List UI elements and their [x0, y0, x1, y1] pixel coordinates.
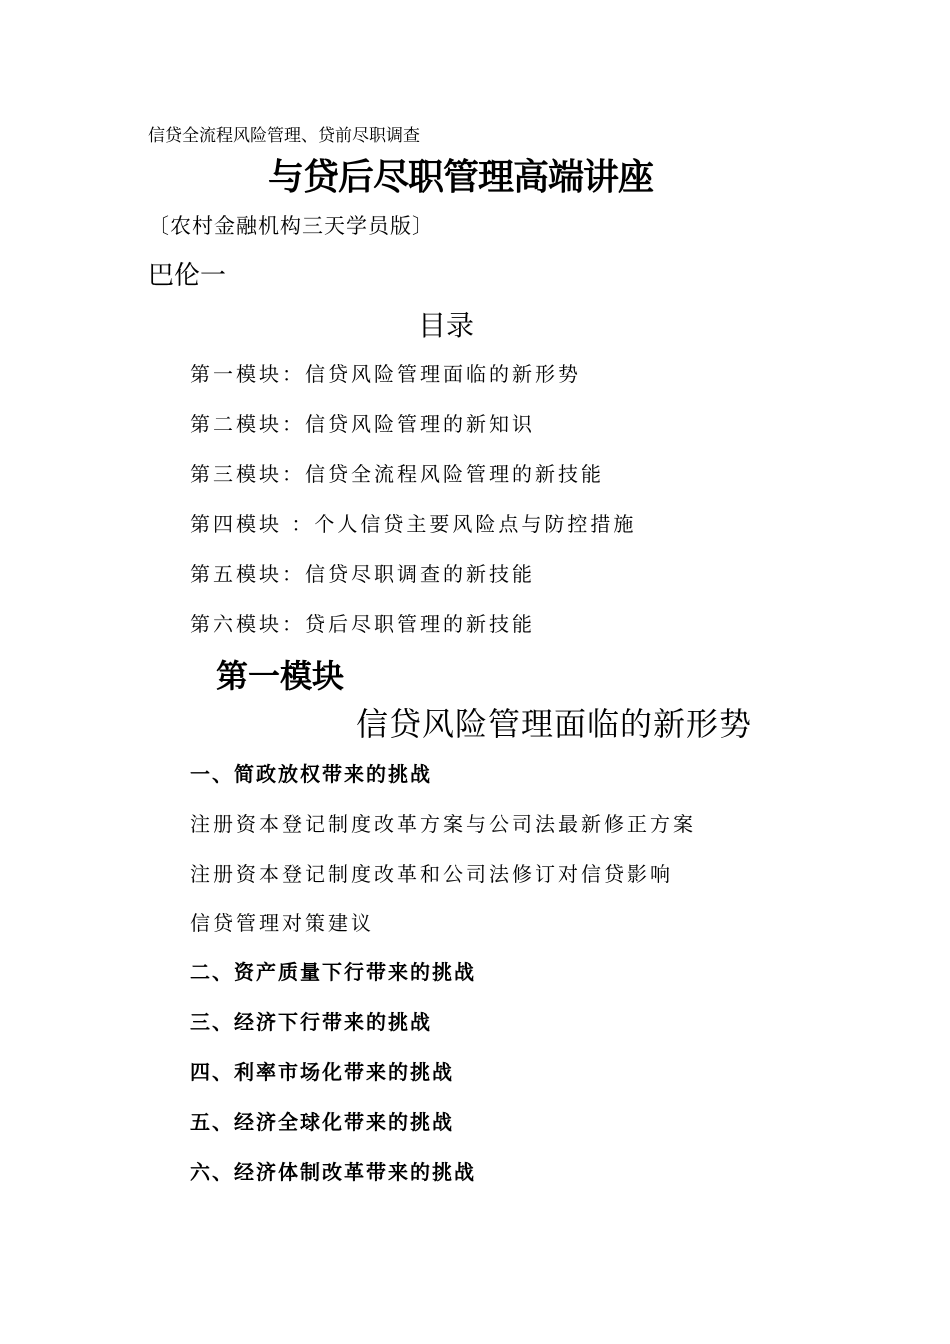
- section-heading-6: 六、经济体制改革带来的挑战: [190, 1160, 476, 1184]
- module-heading: 第一模块: [216, 657, 345, 695]
- body-paragraph-3: 信贷管理对策建议: [190, 911, 374, 935]
- section-heading-3: 三、经济下行带来的挑战: [190, 1010, 432, 1034]
- toc-item-4: 第四模块 ：个人信贷主要风险点与防控措施: [190, 512, 637, 536]
- section-heading-2: 二、资产质量下行带来的挑战: [190, 960, 476, 984]
- module-title: 信贷风险管理面临的新形势: [356, 705, 753, 743]
- body-paragraph-1: 注册资本登记制度改革方案与公司法最新修正方案: [190, 812, 696, 836]
- toc-item-5: 第五模块：信贷尽职调查的新技能: [190, 562, 535, 586]
- section-heading-4: 四、利率市场化带来的挑战: [190, 1060, 454, 1084]
- toc-item-3: 第三模块：信贷全流程风险管理的新技能: [190, 462, 604, 486]
- body-paragraph-2: 注册资本登记制度改革和公司法修订对信贷影响: [190, 862, 673, 886]
- toc-item-6: 第六模块：贷后尽职管理的新技能: [190, 612, 535, 636]
- toc-heading: 目录: [418, 309, 475, 342]
- toc-item-1: 第一模块：信贷风险管理面临的新形势: [190, 362, 581, 386]
- document-edition: 〔农村金融机构三天学员版〕: [148, 214, 434, 238]
- document-main-title: 与贷后尽职管理高端讲座: [268, 157, 654, 198]
- toc-item-2: 第二模块：信贷风险管理的新知识: [190, 412, 535, 436]
- section-heading-1: 一、简政放权带来的挑战: [190, 762, 432, 786]
- section-heading-5: 五、经济全球化带来的挑战: [190, 1110, 454, 1134]
- document-author: 巴伦一: [148, 261, 227, 291]
- document-subtitle: 信贷全流程风险管理、贷前尽职调查: [148, 126, 420, 146]
